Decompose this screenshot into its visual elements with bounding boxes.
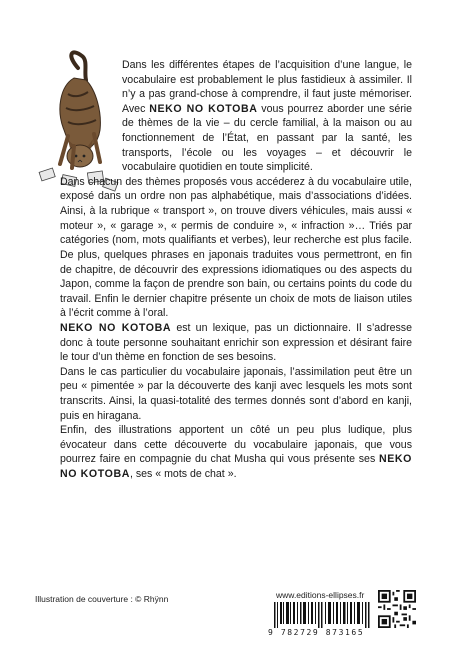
lexicon-text: est un lexique, pas un dictionnaire. Il s’adresse donc à toute personne souhaitant enrichir son expression et désirant faire le tour d’un thème en fonction de ses besoins.	[60, 321, 412, 364]
brand-name: NEKO NO KOTOBA	[60, 453, 412, 481]
back-cover-text	[60, 58, 412, 482]
paragraph-lexicon	[60, 321, 412, 365]
illustrations-text-b: , ses « mots de chat ».	[129, 468, 237, 481]
isbn-number: 9 782729 873165	[268, 628, 365, 637]
intro-text-a: Dans les différentes étapes de l’acquisition d’une langue, le vocabulaire est probablement le plus fastidieux à assimiler. Il n’y a pas grand-chose à comprendre, il faut juste mémoriser. Avec	[122, 59, 412, 115]
intro-text-b: vous pourrez aborder une série de thèmes de la vie – du cercle familial, à la maison ou au fonctionnement de l’État, en passant par la santé, les transports, l’école ou les voyages – et découvrir le vocabulaire quotidien en toute simplicité.	[122, 102, 412, 174]
paragraph-kanji: Dans le cas particulier du vocabulaire japonais, l’assimilation peut être un peu « pimentée » par la découverte des kanji avec lesquels les mots sont transcrits. Ainsi, la quasi-totalité des termes donnés sont d’abord en kanji, puis en hiragana.	[60, 365, 412, 422]
barcode-icon	[274, 602, 370, 628]
paragraph-illustrations	[60, 423, 412, 481]
illustrations-text-a: Enfin, des illustrations apportent un côté un peu plus ludique, plus évocateur dans cette découverte du vocabulaire japonais, que vous pourrez faire en compagnie du chat Musha qui vous présente ses	[60, 424, 412, 466]
brand-name: NEKO NO KOTOBA	[149, 102, 258, 115]
paragraph-intro	[60, 58, 412, 175]
paragraph-themes: Dans chacun des thèmes proposés vous accéderez à du vocabulaire utile, exposé dans un ordre non pas alphabétique, mais d’associations d’idées. Ainsi, à la rubrique « transport », on trouve divers véhicules, mais aussi « moteur », « garage », « permis de conduire », « infraction »… Triés par catégories (nom, mots qualifiants et verbes), leur recherche est plus facile. De plus, quelques phrases en japonais traduites vous permettront, en fin de chapitre, de découvrir des expressions idiomatiques ou des aspects du Japon, comme la façon de prendre son bain, ou certains points du code du travail. Enfin le dernier chapitre présente un choix de mots de liaison utiles à l’écrit comme à l’oral.	[60, 175, 412, 320]
publisher-website[interactable]: www.editions-ellipses.fr	[276, 590, 365, 600]
brand-name: NEKO NO KOTOBA	[60, 321, 172, 334]
qr-code-icon[interactable]	[378, 590, 416, 628]
cover-illustration-credit: Illustration de couverture : © Rhÿnn	[35, 594, 169, 604]
